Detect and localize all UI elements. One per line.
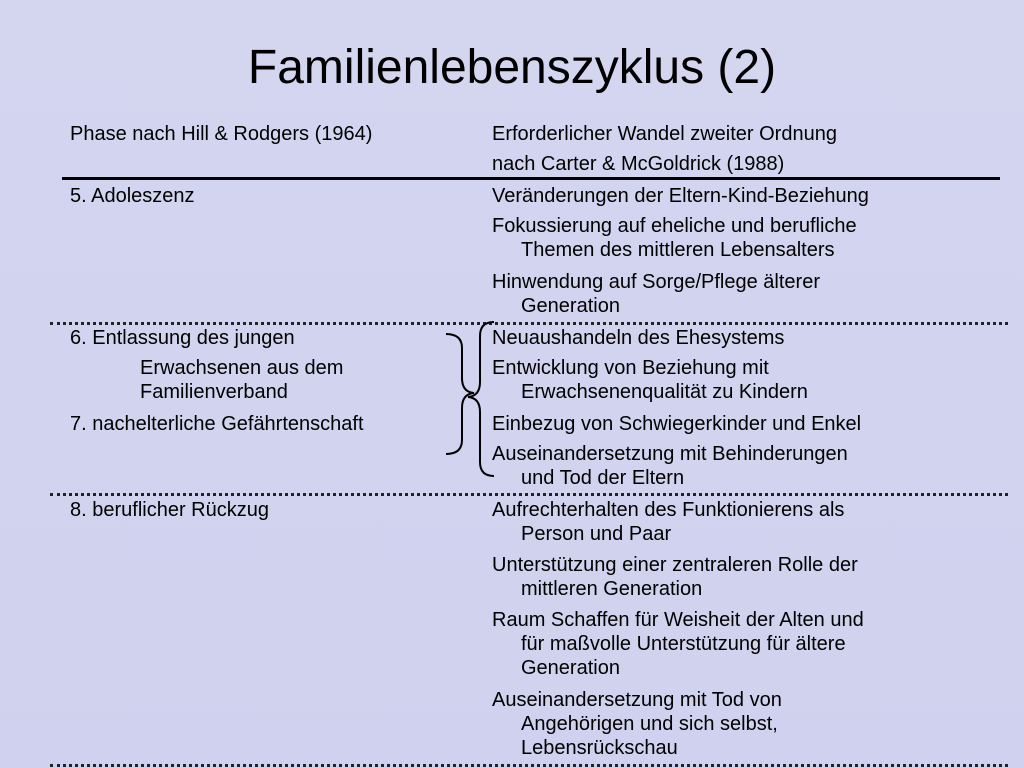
phase7-item2-line2: und Tod der Eltern <box>521 467 685 489</box>
phase8-item1-line1: Aufrechterhalten des Funktionierens als <box>492 499 845 521</box>
phase5-item2-line1: Fokussierung auf eheliche und berufliche <box>492 215 857 237</box>
phase6-item2-line2: Erwachsenenqualität zu Kindern <box>521 381 808 403</box>
phase6-label-line3: Familienverband <box>140 381 288 403</box>
phase8-item1-line2: Person und Paar <box>521 523 672 545</box>
phase8-item3-line3: Generation <box>521 657 620 679</box>
phase8-item3-line1: Raum Schaffen für Weisheit der Alten und <box>492 609 864 631</box>
page-title: Familienlebenszyklus (2) <box>247 41 777 94</box>
phase8-item2-line2: mittleren Generation <box>521 578 703 600</box>
phase6-label-line1: 6. Entlassung des jungen <box>70 327 295 349</box>
phase5-item3-line2: Generation <box>521 295 620 317</box>
phase5-item1: Veränderungen der Eltern-Kind-Beziehung <box>492 185 869 207</box>
phase5-item3-line1: Hinwendung auf Sorge/Pflege älterer <box>492 271 820 293</box>
header-change-label-line2: nach Carter & McGoldrick (1988) <box>492 153 785 175</box>
phase7-item2-line1: Auseinandersetzung mit Behinderungen <box>492 443 848 465</box>
phase8-label: 8. beruflicher Rückzug <box>70 499 269 521</box>
header-phase-label: Phase nach Hill & Rodgers (1964) <box>70 123 373 145</box>
phase8-item4-line3: Lebensrückschau <box>521 737 678 759</box>
right-brace <box>446 334 474 454</box>
phase6-item2-line1: Entwicklung von Beziehung mit <box>492 357 769 379</box>
phase5-label: 5. Adoleszenz <box>70 185 195 207</box>
phase8-item3-line2: für maßvolle Unterstützung für ältere <box>521 633 846 655</box>
phase7-label: 7. nachelterliche Gefährtenschaft <box>70 413 364 435</box>
phase7-item1: Einbezug von Schwiegerkinder und Enkel <box>492 413 862 435</box>
phase8-item4-line1: Auseinandersetzung mit Tod von <box>492 689 782 711</box>
phase6-item1: Neuaushandeln des Ehesystems <box>492 327 785 349</box>
phase5-item2-line2: Themen des mittleren Lebensalters <box>521 239 835 261</box>
header-change-label-line1: Erforderlicher Wandel zweiter Ordnung <box>492 123 837 145</box>
phase8-item4-line2: Angehörigen und sich selbst, <box>521 713 778 735</box>
phase8-item2-line1: Unterstützung einer zentraleren Rolle der <box>492 554 858 576</box>
phase6-label-line2: Erwachsenen aus dem <box>140 357 344 379</box>
left-brace <box>468 322 494 476</box>
